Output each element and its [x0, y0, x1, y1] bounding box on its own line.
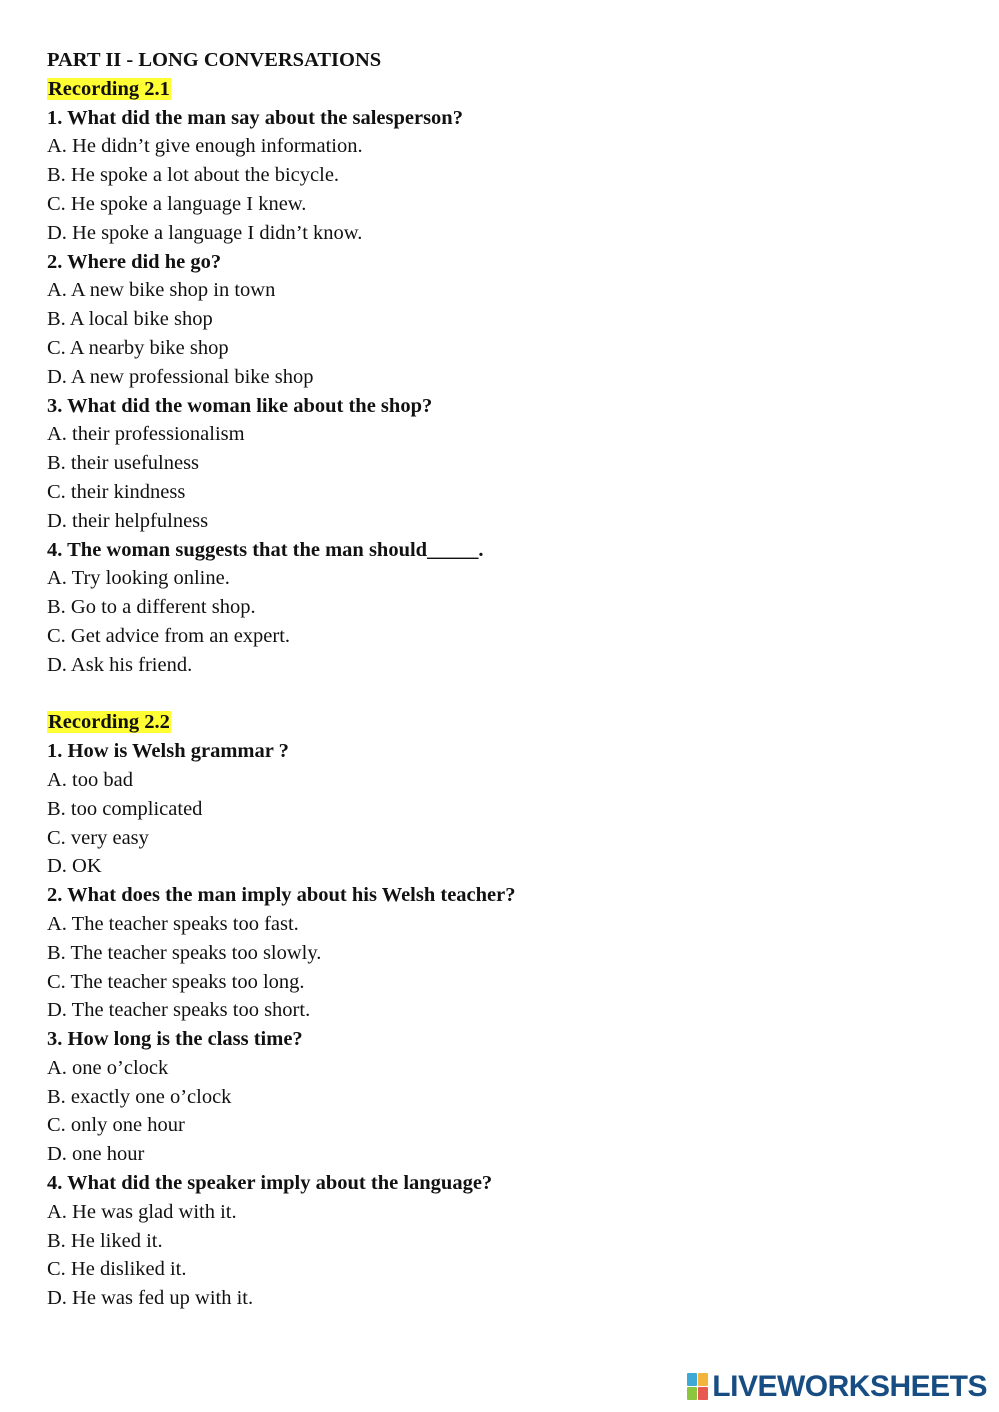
- answer-option: D. He spoke a language I didn’t know.: [47, 221, 363, 244]
- answer-option: C. only one hour: [47, 1114, 185, 1137]
- answer-option: D. OK: [47, 855, 102, 878]
- question-text: 1. How is Welsh grammar ?: [47, 740, 289, 763]
- page-heading: PART II - LONG CONVERSATIONS: [47, 49, 382, 71]
- answer-option: A. too bad: [47, 768, 133, 791]
- answer-option: C. The teacher speaks too long.: [47, 970, 305, 993]
- answer-option: B. He liked it.: [47, 1229, 163, 1252]
- answer-option: D. The teacher speaks too short.: [47, 999, 311, 1022]
- answer-option: B. Go to a different shop.: [47, 596, 256, 619]
- recording-section: [47, 75, 947, 680]
- answer-option: D. Ask his friend.: [47, 653, 193, 676]
- question-block: [47, 1169, 947, 1313]
- question-text: 4. What did the speaker imply about the language?: [47, 1172, 493, 1195]
- recording-title: Recording 2.1: [48, 77, 170, 100]
- question-block: [47, 737, 947, 881]
- answer-option: A. The teacher speaks too fast.: [47, 912, 299, 935]
- answer-option: B. exactly one o’clock: [47, 1085, 232, 1108]
- question-text: 1. What did the man say about the salesperson?: [47, 106, 463, 129]
- question-block: [47, 248, 947, 392]
- answer-option: D. He was fed up with it.: [47, 1287, 254, 1310]
- answer-option: B. A local bike shop: [47, 308, 213, 331]
- section-spacer: [47, 680, 947, 709]
- question-text: 3. What did the woman like about the shop?: [47, 394, 433, 417]
- answer-option: A. He was glad with it.: [47, 1200, 237, 1223]
- answer-option: B. He spoke a lot about the bicycle.: [47, 164, 340, 187]
- answer-option: A. Try looking online.: [47, 567, 230, 590]
- answer-option: D. their helpfulness: [47, 509, 209, 532]
- answer-option: C. their kindness: [47, 480, 186, 503]
- recording-title: Recording 2.2: [48, 711, 170, 734]
- answer-option: A. one o’clock: [47, 1056, 169, 1079]
- answer-option: C. He spoke a language I knew.: [47, 192, 307, 215]
- answer-option: C. very easy: [47, 826, 149, 849]
- answer-option: D. one hour: [47, 1143, 145, 1166]
- answer-option: C. Get advice from an expert.: [47, 624, 291, 647]
- question-text: 2. Where did he go?: [47, 250, 222, 273]
- recording-section: [47, 708, 947, 1313]
- question-block: [47, 536, 947, 680]
- question-text: 3. How long is the class time?: [47, 1028, 303, 1051]
- question-block: [47, 881, 947, 1025]
- answer-option: C. A nearby bike shop: [47, 336, 229, 359]
- question-block: [47, 392, 947, 536]
- answer-option: A. their professionalism: [47, 423, 245, 446]
- liveworksheets-mark-icon: [687, 1373, 709, 1401]
- worksheet-page: [47, 46, 947, 1313]
- question-text: 2. What does the man imply about his Welsh teacher?: [47, 884, 516, 907]
- answer-option: B. too complicated: [47, 797, 203, 820]
- answer-option: A. A new bike shop in town: [47, 279, 276, 302]
- question-text: 4. The woman suggests that the man should_____.: [47, 538, 484, 561]
- liveworksheets-logo: [687, 1370, 987, 1404]
- answer-option: B. The teacher speaks too slowly.: [47, 941, 322, 964]
- answer-option: D. A new professional bike shop: [47, 365, 314, 388]
- answer-option: B. their usefulness: [47, 452, 200, 475]
- answer-option: C. He disliked it.: [47, 1258, 187, 1281]
- answer-option: A. He didn’t give enough information.: [47, 135, 363, 158]
- question-block: [47, 104, 947, 248]
- logo-text: LIVEWORKSHEETS: [712, 1370, 987, 1403]
- question-block: [47, 1025, 947, 1169]
